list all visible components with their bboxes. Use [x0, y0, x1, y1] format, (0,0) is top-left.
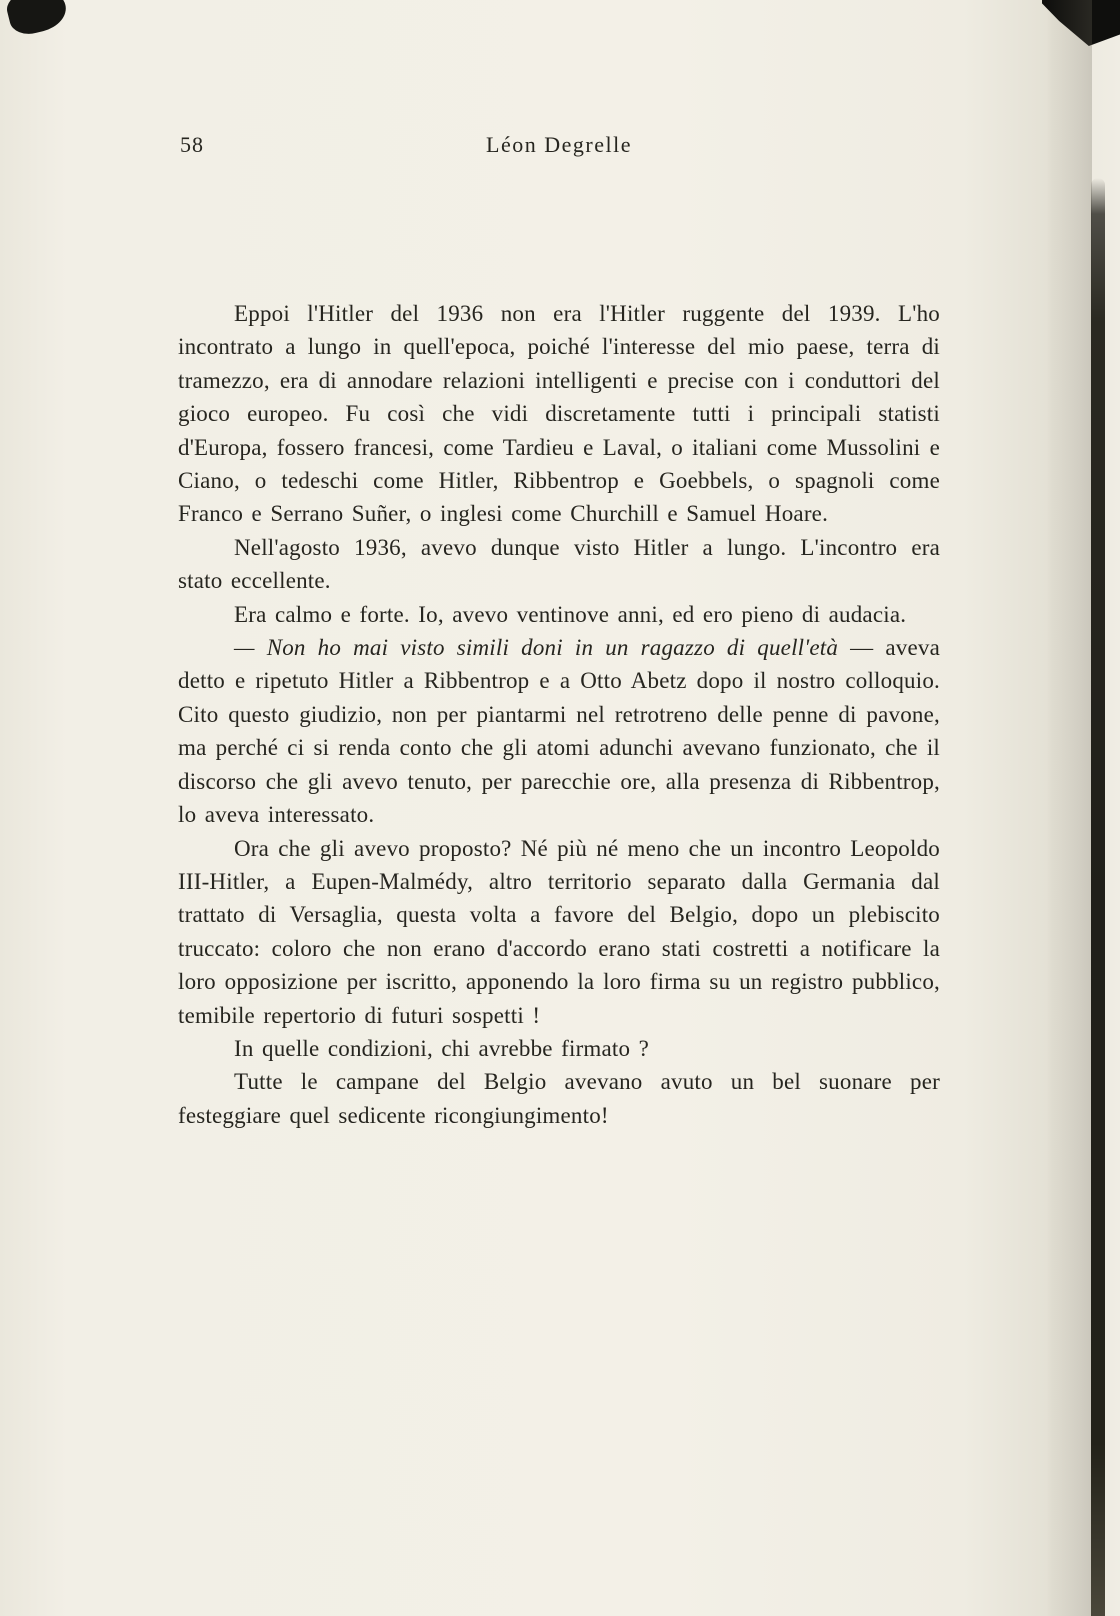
text-run: Era calmo e forte. Io, avevo ventinove anni, ed ero pieno di audacia. — [234, 601, 907, 627]
scan-artifact-top-left — [4, 0, 70, 38]
paragraph — [178, 1065, 940, 1132]
paragraph — [178, 598, 940, 631]
page-header — [178, 132, 940, 158]
paragraph — [178, 531, 940, 598]
paragraph — [178, 631, 940, 831]
body-text — [178, 297, 940, 1132]
page-curvature-shadow — [1046, 0, 1092, 1616]
paragraph — [178, 1032, 940, 1065]
text-run: Ora che gli avevo proposto? Né più né meno che un incontro Leopoldo III-Hitler, a Eupen-Malmédy, altro territorio separato dalla Germania dal trattato di Versaglia, questa volta a favore del Belgio, dopo un plebiscito truccato: coloro che non erano d'accordo erano stati costretti a notificare la loro opposizione per iscritto, apponendo la loro firma su un registro pubblico, temibile repertorio di futuri sospetti ! — [178, 835, 940, 1028]
paragraph — [178, 297, 940, 531]
page-number: 58 — [180, 132, 204, 157]
book-binding-edge — [1091, 178, 1105, 1616]
italic-text-run: — Non ho mai visto simili doni in un ragazzo di quell'età — [234, 635, 839, 661]
text-run: Eppoi l'Hitler del 1936 non era l'Hitler ruggente del 1939. L'ho incontrato a lungo in quell'epoca, poiché l'interesse del mio paese, terra di tramezzo, era di annodare relazioni intelligenti e precise con i conduttori del gioco europeo. Fu così che vidi discretamente tutti i principali statisti d'Europa, fossero francesi, come Tardieu e Laval, o italiani come Mussolini e Ciano, o tedeschi come Hitler, Ribbentrop e Goebbels, o spagnoli come Franco e Serrano Suñer, o inglesi come Churchill e Samuel Hoare. — [178, 301, 940, 527]
text-run: Nell'agosto 1936, avevo dunque visto Hitler a lungo. L'incontro era stato eccellente. — [178, 534, 940, 594]
text-run: In quelle condizioni, chi avrebbe firmato ? — [234, 1035, 650, 1061]
running-header: Léon Degrelle — [486, 132, 632, 157]
text-run: — aveva detto e ripetuto Hitler a Ribbentrop e a Otto Abetz dopo il nostro colloquio. Cito questo giudizio, non per piantarmi nel retrotreno delle penne di pavone, ma perché ci si renda conto che gli atomi adunchi avevano funzionato, che il discorso che gli avevo tenuto, per parecchie ore, alla presenza di Ribbentrop, lo aveva interessato. — [178, 635, 940, 828]
text-run: Tutte le campane del Belgio avevano avuto un bel suonare per festeggiare quel sedicente ricongiungimento! — [178, 1069, 940, 1128]
paragraph — [178, 832, 940, 1032]
